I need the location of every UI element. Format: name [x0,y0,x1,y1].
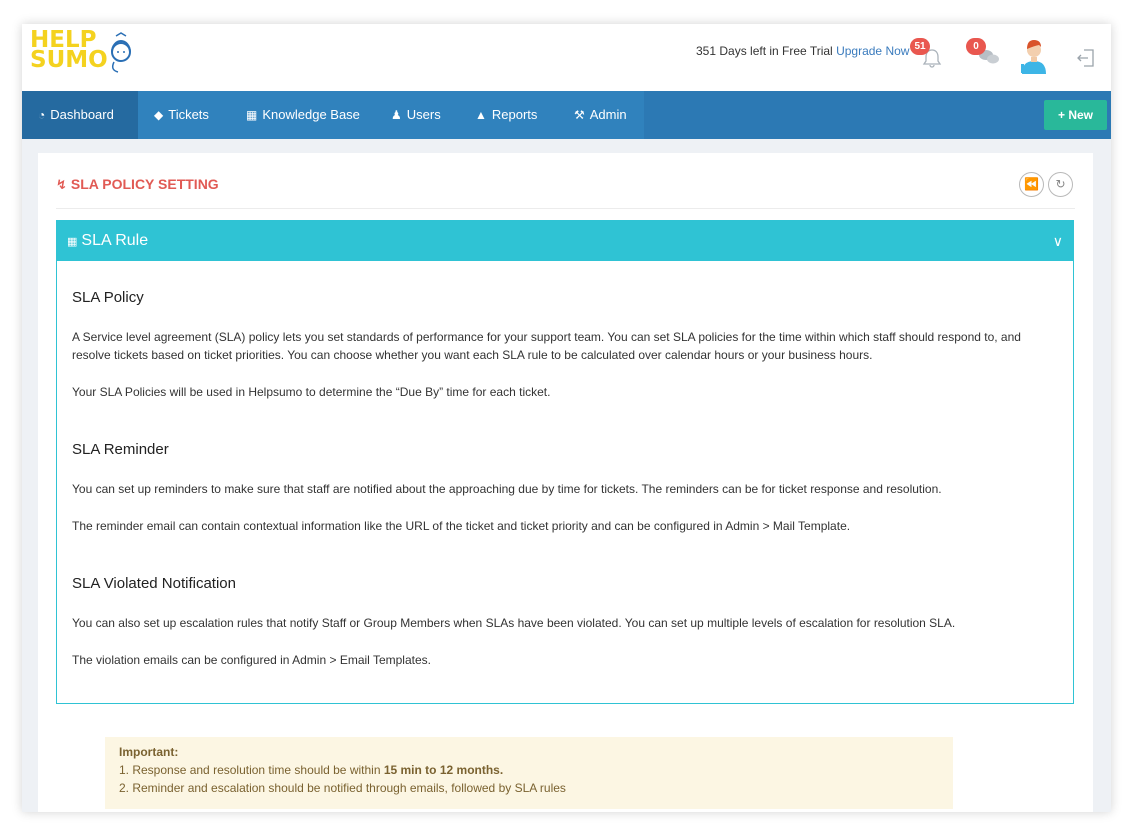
nav-knowledge-base[interactable]: ▦ Knowledge Base [230,91,375,139]
section-paragraph: You can also set up escalation rules that notify Staff or Group Members when SLAs have been violated. You can set up multiple levels of escalation for resolution SLA. [72,616,956,630]
main-navbar [22,91,1111,139]
section-heading: SLA Reminder [72,441,169,458]
section-heading: SLA Policy [72,289,144,306]
section-paragraph: The reminder email can contain contextual information like the URL of the ticket and ticket priority and can be configured in Admin > Mail Template. [72,519,851,533]
top-header [22,24,1111,91]
chart-icon: ▲ [475,108,487,122]
section-paragraph: A Service level agreement (SLA) policy lets you set standards of performance for your support team. You can set SLA policies for the time within which staff should respond to, and resolve tickets based on ticket priorities. You can choose whether you want each SLA rule to be calculated over calendar hours or your business hours. [72,330,1021,362]
headset-icon [106,32,136,74]
dashboard-icon: ◔ [38,108,46,122]
title-divider [56,208,1075,209]
map-icon: ▦ [246,108,258,122]
nav-dashboard[interactable]: ◔ Dashboard [22,91,138,139]
upgrade-link[interactable]: Upgrade Now [836,44,910,58]
section-paragraph: Your SLA Policies will be used in Helpsumo to determine the “Due By” time for each ticket. [72,385,551,399]
messages-button[interactable] [966,38,1000,70]
users-icon: ♟ [391,108,402,122]
refresh-icon: ↻ [1055,177,1066,191]
note-line-2: 2. Reminder and escalation should be notified through emails, followed by SLA rules [119,781,566,795]
note-line-1: 1. Response and resolution time should be within 15 min to 12 months. [119,763,504,777]
refresh-button[interactable] [1048,172,1073,197]
logout-icon [1076,48,1096,68]
section-heading: SLA Violated Notification [72,575,236,592]
nav-tickets[interactable]: ◆ Tickets [138,91,230,139]
plus-icon: + [1057,108,1065,122]
back-button[interactable] [1019,172,1044,197]
section-paragraph: You can set up reminders to make sure that staff are notified about the approaching due by time for tickets. The reminders can be for ticket response and resolution. [72,482,942,496]
nav-users[interactable]: ♟ Users [375,91,459,139]
logo-line-1: HELP [30,27,97,53]
logout-button[interactable] [1076,48,1096,73]
app-window [22,24,1111,812]
logo-line-2: SUMO [30,47,108,73]
gavel-icon: ⚒ [574,108,585,122]
chevron-down-icon[interactable]: ∨ [1052,233,1063,249]
sla-rule-header[interactable]: ▦ SLA Rule ∨ [57,221,1073,261]
section-paragraph: The violation emails can be configured in Admin > Email Templates. [72,653,431,667]
trial-text: 351 Days left in Free Trial [696,44,833,58]
ticket-icon: ◆ [154,108,164,122]
sliders-icon: ↯ [56,177,67,192]
page-title: ↯ SLA POLICY SETTING [56,176,219,192]
new-button[interactable]: + New [1044,100,1107,130]
messages-badge: 0 [966,38,986,55]
user-avatar[interactable] [1018,38,1050,79]
note-heading: Important: [119,745,179,759]
notifications-button[interactable] [910,38,944,70]
rewind-icon: ⏪ [1024,177,1039,191]
sla-policy-panel [38,153,1093,812]
important-note [105,737,953,809]
gift-icon: ▦ [67,236,78,248]
helpsumo-logo[interactable] [30,27,140,80]
nav-admin[interactable]: ⚒ Admin [558,91,644,139]
notifications-badge: 51 [910,38,930,55]
nav-reports[interactable]: ▲ Reports [459,91,558,139]
sla-rule-box [56,220,1074,704]
trial-status [696,44,909,58]
